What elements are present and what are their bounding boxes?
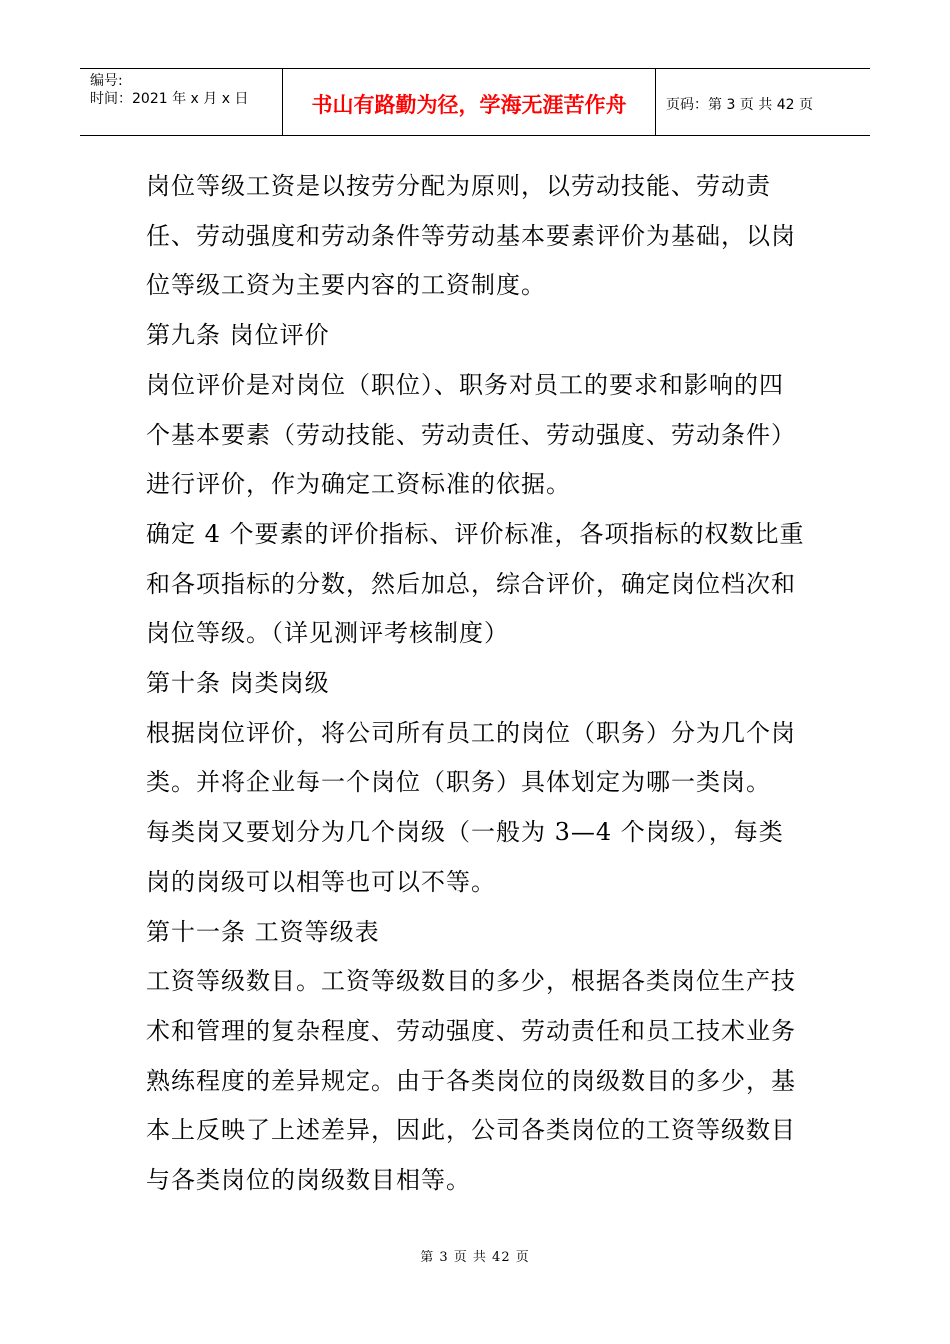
page-header	[80, 68, 870, 136]
header-motto: 书山有路勤为径，学海无涯苦作舟	[283, 69, 656, 135]
section-heading: 第九条 岗位评价	[146, 321, 330, 350]
body-line: 每类岗又要划分为几个岗级（一般为 3—4 个岗级），每类	[146, 818, 784, 847]
document-body	[146, 162, 826, 1206]
body-line: 熟练程度的差异规定。由于各类岗位的岗级数目的多少，基	[146, 1066, 796, 1095]
body-line: 个基本要素（劳动技能、劳动责任、劳动强度、劳动条件）	[146, 420, 796, 449]
body-line: 与各类岗位的岗级数目相等。	[146, 1166, 471, 1195]
body-line: 岗位等级。（详见测评考核制度）	[146, 619, 509, 648]
body-line: 本上反映了上述差异，因此，公司各类岗位的工资等级数目	[146, 1116, 796, 1145]
body-line: 类。并将企业每一个岗位（职务）具体划定为哪一类岗。	[146, 768, 771, 797]
body-line: 和各项指标的分数，然后加总，综合评价，确定岗位档次和	[146, 569, 796, 598]
body-line: 任、劳动强度和劳动条件等劳动基本要素评价为基础，以岗	[146, 221, 796, 250]
section-heading: 第十条 岗类岗级	[146, 669, 330, 698]
header-page-info: 页码：第 3 页 共 42 页	[666, 97, 813, 113]
header-meta	[80, 69, 283, 135]
body-line: 工资等级数目。工资等级数目的多少，根据各类岗位生产技	[146, 967, 796, 996]
body-line: 根据岗位评价，将公司所有员工的岗位（职务）分为几个岗	[146, 718, 796, 747]
body-line: 岗位评价是对岗位（职位）、职务对员工的要求和影响的四	[146, 370, 784, 399]
document-number-label: 编号:	[90, 73, 123, 89]
body-line: 岗的岗级可以相等也可以不等。	[146, 867, 496, 896]
section-heading: 第十一条 工资等级表	[146, 917, 380, 946]
body-line: 位等级工资为主要内容的工资制度。	[146, 271, 546, 300]
document-time-label: 时间：2021 年 x 月 x 日	[90, 91, 249, 107]
body-line: 术和管理的复杂程度、劳动强度、劳动责任和员工技术业务	[146, 1016, 796, 1045]
page-footer: 第 3 页 共 42 页	[420, 1250, 530, 1265]
body-line: 进行评价，作为确定工资标准的依据。	[146, 470, 571, 499]
body-line: 确定 4 个要素的评价指标、评价标准，各项指标的权数比重	[146, 519, 805, 548]
body-line: 岗位等级工资是以按劳分配为原则，以劳动技能、劳动责	[146, 172, 771, 200]
